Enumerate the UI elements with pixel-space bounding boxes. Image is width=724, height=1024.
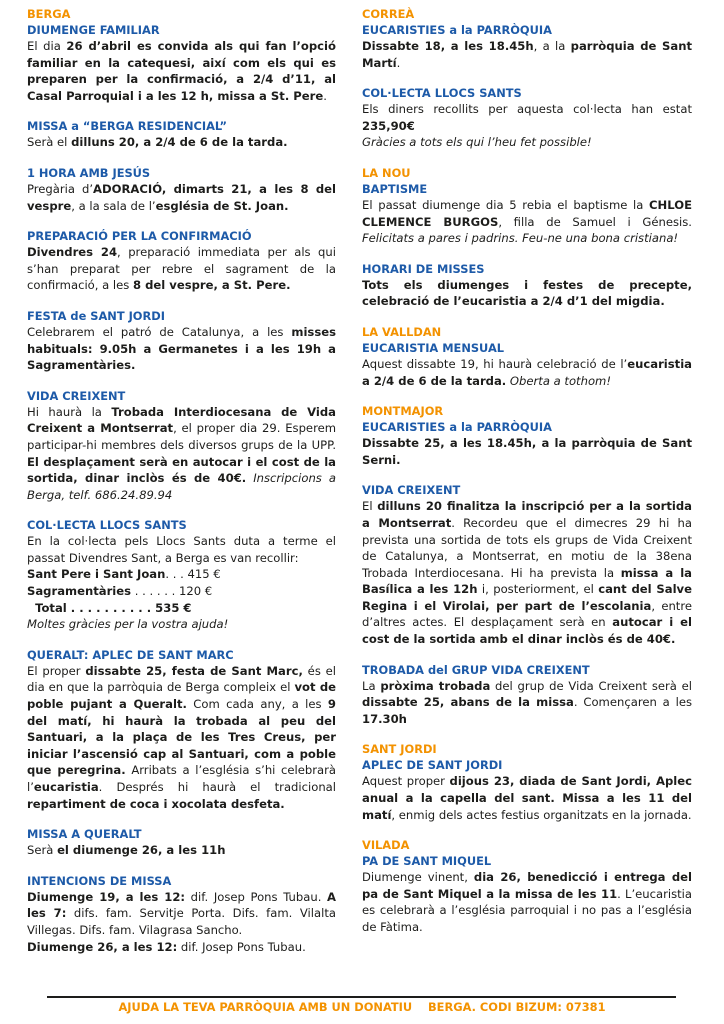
section-eucaristies-montmajor [362,403,692,468]
section-title: QUERALT: APLEC DE SANT MARC [27,647,234,662]
section-text: El passat diumenge dia 5 rebia el baptisme la CHLOE CLEMENCE BURGOS, filla de Samuel i Génesis. Felicitats a pares i padrins. Feu-ne una bona cristiana! [362,197,692,246]
section-title: EUCARISTIES a la PARRÒQUIA [362,420,552,435]
section-text: Celebrarem el patró de Catalunya, a les misses habituals: 9.05h a Germanetes i a les 19h a Sagramentàries. [27,324,336,373]
section-text: El proper dissabte 25, festa de Sant Marc, és el dia en que la parròquia de Berga compleix el vot de poble pujant a Queralt. Com cada any, a les 9 del matí, hi haurà la trobada al peu del Santuari, a la plaça de les Tres Creus, per iniciar l’ascensió cap al Santuari, com a poble que peregrina. Arribats a l’església s’hi celebrarà l’eucaristia. Després hi haurà el tradicional repartiment de coca i xocolata desfeta. [27,663,337,811]
section-pa-sant-miquel [362,837,692,935]
collection-total: Total . . . . . . . . . . 535 € [27,600,192,615]
section-title: PREPARACIÓ PER LA CONFIRMACIÓ [27,229,252,244]
section-trobada-vida-creixent [362,662,692,728]
section-title: MISSA a “BERGA RESIDENCIAL” [27,119,227,134]
section-text: Els diners recollits per aquesta col·lecta han estat 235,90€ [362,102,692,133]
section-text: Hi haurà la Trobada Interdiocesana de Vida Creixent a Montserrat, el proper dia 29. Esperem participar-hi membres dels diversos grups de la UPP. El desplaçament serà en autocar i el cost de la sortida, dinar inclòs és de 40€. Inscripcions a Berga, telf. 686.24.89.94 [27,404,337,502]
section-text: Dissabte 18, a les 18.45h, a la parròquia de Sant Martí. [362,39,693,70]
section-text: El dilluns 20 finalitza la inscripció per a la sortida a Montserrat. Recordeu que el dimecres 29 hi ha prevista una sortida de tots els grups de Vida Creixent de Catalunya, a Montserrat, en motiu de la 38ena Trobada Interdiocesana. Hi ha prevista la missa a la Basílica a les 12h i, posteriorment, el cant del Salve Regina i el Virolai, per part de l’escolania, entre d’altres actes. El desplaçament serà en autocar i el cost de la sortida amb el dinar inclòs és de 40€. [362,499,693,647]
location-heading-la-nou: LA NOU [362,165,411,180]
section-text: La pròxima trobada del grup de Vida Creixent serà el dissabte 25, abans de la missa. Començaren a les 17.30h [362,678,692,726]
section-text: Divendres 24, preparació immediata per als qui s’han preparat per rebre el sagrament de la confirmació, a les 8 del vespre, a St. Pere. [27,245,336,293]
section-title: HORARI DE MISSES [362,261,485,276]
section-missa-berga-residencial [27,118,336,151]
section-baptisme [362,165,692,247]
section-intencions-missa [27,873,336,955]
footer-divider [47,996,676,998]
section-text: Diumenge 26, a les 12: dif. Josep Pons Tubau. [27,939,306,954]
location-heading-berga: BERGA [27,7,71,21]
section-title: EUCARISTIA MENSUAL [362,340,505,355]
section-title: MISSA A QUERALT [27,827,142,842]
location-heading-vilada: VILADA [362,838,410,853]
section-vida-creixent-right [362,482,692,647]
left-column [27,6,336,969]
section-text: Serà el diumenge 26, a les 11h [27,843,226,858]
section-title: COL·LECTA LLOCS SANTS [27,518,187,533]
section-text: En la col·lecta pels Llocs Sants duta a terme el passat Divendres Sant, a Berga es van recollir: [27,534,336,565]
section-text: Aquest dissabte 19, hi haurà celebració de l’eucaristia a 2/4 de 6 de la tarda. Oberta a tothom! [362,356,692,388]
section-collecta-correa [362,85,692,151]
collection-row: Sant Pere i Sant Joan. . . 415 € [27,567,221,582]
section-title: TROBADA del GRUP VIDA CREIXENT [362,662,590,677]
section-eucaristies-correa [362,6,692,71]
section-title: EUCARISTIES a la PARRÒQUIA [362,23,552,37]
location-heading-montmajor: MONTMAJOR [362,404,444,419]
section-text: Diumenge vinent, dia 26, benedicció i entrega del pa de Sant Miquel a la missa de les 11. L’eucaristia es celebrarà a l’església parroquial i no pas a l’església de Fàtima. [362,870,692,934]
section-hora-amb-jesus [27,165,336,214]
section-missa-queralt [27,826,336,859]
section-text: Tots els diumenges i festes de precepte, celebració de l’eucaristia a 2/4 d’1 del migdia. [362,277,692,309]
section-text: El dia 26 d’abril es convida als qui fan l’opció familiar en la catequesi, així com els qui es preparen per la confirmació, a 2/4 d’11, al Casal Parroquial i a les 12 h, missa a St. Pere. [27,39,336,103]
section-queralt-aplec [27,647,336,812]
section-text: Diumenge 19, a les 12: dif. Josep Pons Tubau. A les 7: difs. fam. Servitje Porta. Difs. fam. Vilalta Villegas. Difs. fam. Vilagrasa Sancho. [27,889,336,937]
section-aplec-sant-jordi [362,741,692,823]
section-title: APLEC DE SANT JORDI [362,758,503,773]
section-title: VIDA CREIXENT [27,388,126,403]
section-preparacio-confirmacio [27,228,336,294]
section-text: Pregària d’ADORACIÓ, dimarts 21, a les 8 del vespre, a la sala de l’església de St. Joan. [27,181,337,213]
section-horari-misses [362,261,692,310]
section-text: Aquest proper dijous 23, diada de Sant Jordi, Aplec anual a la capella del sant. Missa a les 11 del matí, enmig dels actes festius organitzats en la jornada. [362,774,692,822]
thanks-text: Moltes gràcies per la vostra ajuda! [27,617,229,632]
section-eucaristia-mensual [362,324,692,389]
location-heading-sant-jordi: SANT JORDI [362,742,437,757]
section-title: DIUMENGE FAMILIAR [27,23,160,37]
section-diumenge-familiar [27,6,336,104]
section-title: BAPTISME [362,181,428,196]
location-heading-correa: CORREÀ [362,7,415,21]
section-title: VIDA CREIXENT [362,483,461,498]
donation-footer: AJUDA LA TEVA PARRÒQUIA AMB UN DONATIU BERGA. CODI BIZUM: 07381 [118,1000,606,1014]
right-column [362,6,692,950]
section-text: Dissabte 25, a les 18.45h, a la parròquia de Sant Serni. [362,436,692,467]
section-title: PA DE SANT MIQUEL [362,854,492,869]
section-collecta-llocs-sants [27,517,336,633]
section-title: COL·LECTA LLOCS SANTS [362,86,522,101]
section-vida-creixent [27,388,336,504]
section-title: INTENCIONS DE MISSA [27,873,172,888]
thanks-text: Gràcies a tots els qui l’heu fet possible! [362,135,592,150]
section-title: 1 HORA AMB JESÚS [27,165,151,180]
location-heading-la-valldan: LA VALLDAN [362,324,442,339]
section-festa-sant-jordi [27,308,336,374]
section-title: FESTA de SANT JORDI [27,308,165,323]
section-text: Serà el dilluns 20, a 2/4 de 6 de la tarda. [27,135,288,150]
collection-row: Sagramentàries . . . . . . 120 € [27,584,213,599]
